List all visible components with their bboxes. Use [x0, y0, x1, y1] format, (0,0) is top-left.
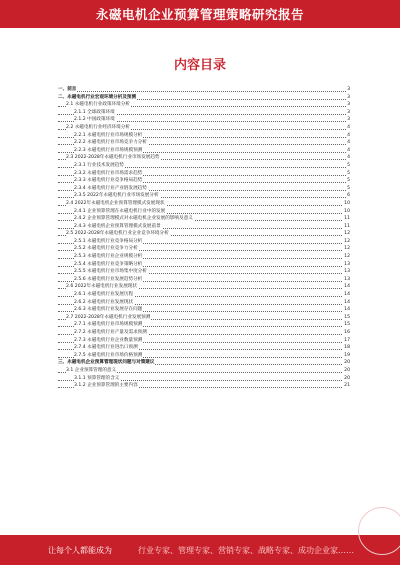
report-header — [0, 0, 400, 28]
toc-entry[interactable] — [58, 177, 350, 185]
toc-entry[interactable] — [58, 132, 350, 140]
toc-entry-text: 2.6.1 永磁电机行业发展历程 — [74, 292, 134, 298]
toc-entry-page: 4 — [347, 132, 350, 138]
toc-entry-text: 2.5.1 永磁电机行业竞争格局分析 — [74, 238, 143, 244]
toc-entry-text: 2.5 2022-2028年永磁电机行业企业竞争环境分析 — [66, 231, 169, 237]
toc-entry-text: 2.6 2022年永磁电机行业发展现状 — [66, 284, 137, 290]
toc-entry-page: 12 — [344, 238, 350, 244]
toc-entry[interactable] — [58, 86, 350, 94]
toc-entry-page: 14 — [344, 307, 350, 313]
toc-entry-page: 14 — [344, 284, 350, 290]
toc-entry-page: 5 — [347, 170, 350, 176]
toc-entry-text: 2.5.2 永磁电机行业竞争力分析 — [74, 246, 138, 252]
toc-entry-text: 3.1 企业预算管理的意义 — [66, 367, 117, 373]
decorative-ring-icon — [358, 507, 400, 555]
toc-leader-dots — [58, 91, 350, 92]
toc-entry[interactable] — [58, 299, 350, 307]
toc-entry-text: 2.6.2 永磁电机行业发展现状 — [74, 299, 134, 305]
toc-entry-text: 3.1.1 预算管理的含义 — [74, 375, 120, 381]
toc-entry-text: 一、前言 — [58, 87, 77, 92]
toc-entry-text: 二、永磁电机行业宏观环境分析及预测 — [58, 94, 137, 100]
toc-entry[interactable] — [58, 94, 350, 102]
toc-entry-page: 3 — [347, 117, 350, 123]
toc-entry-page: 4 — [347, 155, 350, 161]
toc-entry-text: 2.3.5 2022年永磁电机行业市场发展分析 — [74, 193, 159, 199]
toc-entry[interactable] — [58, 359, 350, 367]
toc-entry-text: 2.1.1 全球政策环境 — [74, 109, 115, 115]
toc-entry-text: 2.3.4 永磁电机行业产业链发展趋势 — [74, 185, 147, 191]
toc-entry-page: 11 — [344, 216, 350, 222]
toc-entry[interactable] — [58, 185, 350, 193]
toc-entry-text: 2.5.3 永磁电机行业企业规模分析 — [74, 254, 143, 260]
toc-entry-page: 19 — [344, 352, 350, 358]
toc-entry-text: 2.1.2 中国政策环境 — [74, 117, 115, 123]
toc-entry[interactable] — [58, 139, 350, 147]
toc-entry[interactable] — [58, 375, 350, 383]
toc-entry[interactable] — [58, 245, 350, 253]
toc-entry[interactable] — [58, 192, 350, 200]
toc-entry[interactable] — [58, 154, 350, 162]
footer-tagline: 行业专家、管理专家、营销专家、战略专家、成功企业家…… — [138, 545, 354, 555]
toc-entry[interactable] — [58, 147, 350, 155]
toc-entry-text: 2.4.2 企业预算管理模式对永磁电机企业发展的影响及意义 — [74, 216, 193, 222]
toc-entry-text: 2.4.1 企业预算管理在永磁电机行业中的发展 — [74, 208, 166, 214]
toc-entry-page: 14 — [344, 292, 350, 298]
table-of-contents — [58, 86, 350, 390]
toc-entry-text: 2.2.1 永磁电机行业市场规模分析 — [74, 132, 143, 138]
toc-entry[interactable] — [58, 223, 350, 231]
toc-entry-text: 2.3 2022-2028年永磁电机行业市场发展趋势 — [66, 155, 160, 161]
toc-entry-text: 2.5.6 永磁电机行业发展趋势分析 — [74, 276, 143, 282]
toc-entry-page: 20 — [344, 360, 350, 366]
toc-entry-page: 4 — [347, 140, 350, 146]
toc-entry-page: 20 — [344, 367, 350, 373]
toc-entry-page: 10 — [344, 200, 350, 206]
toc-entry[interactable] — [58, 337, 350, 345]
toc-entry-text: 2.7 2022-2028年永磁电机行业发展预测 — [66, 314, 151, 320]
toc-entry-text: 2.1 永磁电机行业政策环境分析 — [66, 102, 130, 108]
toc-entry-text: 2.7.3 永磁电机行业企业数量预测 — [74, 337, 143, 343]
toc-entry-page: 15 — [344, 322, 350, 328]
toc-entry[interactable] — [58, 306, 350, 314]
toc-entry-text: 2.4.3 永磁电机企业预算管理模式发展前景 — [74, 223, 161, 229]
toc-entry-page: 13 — [344, 269, 350, 275]
toc-entry-text: 2.5.5 永磁电机行业市场集中度分析 — [74, 269, 147, 275]
toc-entry[interactable] — [58, 291, 350, 299]
toc-entry[interactable] — [58, 215, 350, 223]
toc-entry[interactable] — [58, 344, 350, 352]
toc-entry-page: 4 — [347, 124, 350, 130]
toc-entry-page: 3 — [347, 87, 350, 92]
toc-entry-page: 12 — [344, 254, 350, 260]
toc-entry[interactable] — [58, 170, 350, 178]
toc-entry-text: 2.7.1 永磁电机行业市场规模预测 — [74, 322, 143, 328]
toc-entry[interactable] — [58, 238, 350, 246]
toc-entry-page: 5 — [347, 178, 350, 184]
toc-entry-text: 2.6.3 永磁电机行业发展存在问题 — [74, 307, 143, 313]
toc-entry-page: 11 — [344, 223, 350, 229]
toc-entry-text: 2.3.3 永磁电机行业竞争格局趋势 — [74, 178, 143, 184]
toc-entry[interactable] — [58, 124, 350, 132]
toc-entry[interactable] — [58, 382, 350, 390]
footer-banner — [0, 535, 400, 565]
toc-entry-page: 6 — [347, 193, 350, 199]
toc-entry[interactable] — [58, 261, 350, 269]
toc-entry-text: 2.7.2 永磁电机行业产量及需求预测 — [74, 330, 147, 335]
toc-entry-page: 5 — [347, 162, 350, 168]
toc-entry-text: 2.2.3 永磁电机行业市场规模预测 — [74, 147, 143, 153]
toc-entry-text: 2.5.4 永磁电机行业竞争策略分析 — [74, 261, 143, 267]
toc-entry-page: 16 — [344, 330, 350, 335]
toc-entry-page: 3 — [347, 109, 350, 115]
toc-entry-page: 5 — [347, 185, 350, 191]
toc-entry[interactable] — [58, 200, 350, 208]
toc-entry-page: 17 — [344, 337, 350, 343]
toc-entry[interactable] — [58, 276, 350, 284]
toc-entry-page: 12 — [344, 246, 350, 252]
toc-heading: 内容目录 — [173, 58, 226, 73]
toc-entry-page: 18 — [344, 345, 350, 351]
toc-entry-page: 12 — [344, 231, 350, 237]
toc-entry-page: 13 — [344, 261, 350, 267]
toc-entry[interactable] — [58, 367, 350, 375]
toc-entry[interactable] — [58, 109, 350, 117]
toc-entry-text: 2.2.2 永磁电机行业市场竞争力分析 — [74, 140, 147, 146]
toc-entry-page: 13 — [344, 276, 350, 282]
toc-entry-text: 2.3.1 行业技术发展趋势 — [74, 162, 124, 168]
toc-entry-page: 21 — [344, 383, 350, 389]
toc-entry[interactable] — [58, 230, 350, 238]
toc-entry-page: 20 — [344, 375, 350, 381]
toc-entry-text: 3.1.2 企业预算管理的主要内容 — [74, 383, 138, 389]
footer-slogan: 让每个人都能成为 — [48, 545, 112, 555]
toc-entry[interactable] — [58, 162, 350, 170]
toc-entry[interactable] — [58, 352, 350, 360]
toc-entry-text: 2.2 永磁电机行业经济环境分析 — [66, 124, 130, 130]
toc-entry[interactable] — [58, 283, 350, 291]
toc-entry[interactable] — [58, 314, 350, 322]
toc-entry[interactable] — [58, 268, 350, 276]
toc-entry-page: 14 — [344, 299, 350, 305]
toc-entry-page: 10 — [344, 208, 350, 214]
toc-entry-text: 三、永磁电机企业预算管理现状问题与对策建议 — [58, 360, 155, 366]
toc-entry[interactable] — [58, 101, 350, 109]
toc-entry-text: 2.7.4 永磁电机行业进出口预测 — [74, 345, 138, 351]
toc-entry-page: 15 — [344, 314, 350, 320]
toc-entry[interactable] — [58, 116, 350, 124]
toc-entry[interactable] — [58, 208, 350, 216]
toc-entry-page: 3 — [347, 102, 350, 108]
toc-entry-text: 2.4 2022年永磁电机企业预算管理模式发展现状 — [66, 200, 165, 206]
toc-entry-page: 3 — [347, 94, 350, 100]
toc-entry[interactable] — [58, 321, 350, 329]
toc-entry-page: 4 — [347, 147, 350, 153]
toc-entry[interactable] — [58, 253, 350, 261]
toc-entry[interactable] — [58, 329, 350, 337]
report-title: 永磁电机企业预算管理策略研究报告 — [95, 7, 304, 22]
toc-entry-text: 2.7.5 永磁电机行业市场价格预测 — [74, 352, 143, 358]
toc-entry-text: 2.3.2 永磁电机行业市场需求趋势 — [74, 170, 143, 176]
